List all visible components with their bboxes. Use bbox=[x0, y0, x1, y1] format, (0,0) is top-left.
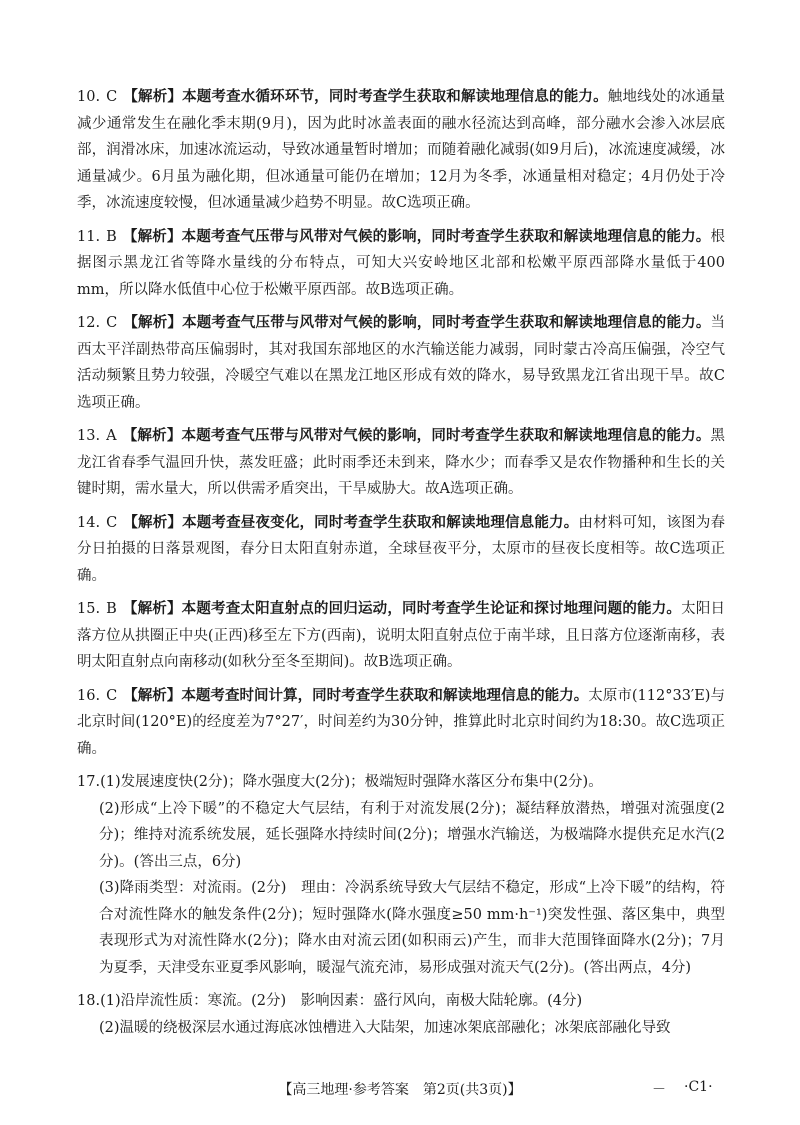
answer-item-14 bbox=[77, 510, 725, 590]
question-number: 15. bbox=[77, 601, 101, 617]
question-number: 13. bbox=[77, 428, 101, 444]
answer-letter: C bbox=[106, 687, 118, 704]
analysis-lead: 本题考查气压带与风带对气候的影响，同时考查学生获取和解读地理信息的能力。 bbox=[182, 314, 711, 331]
q18-part-1 bbox=[77, 988, 725, 1015]
answer-letter: C bbox=[106, 315, 118, 331]
analysis-tag: 【解析】 bbox=[122, 427, 182, 444]
answer-letter: C bbox=[106, 514, 118, 531]
analysis-body: 太原市(112°33′E)与北京时间(120°E)的经度差为7°27′，时间差约为30分钟，推算此时北京时间约为18:30。故C选项正确。 bbox=[77, 687, 725, 757]
answer-letter: B bbox=[106, 601, 117, 617]
q17-part-2: (2)形成“上冷下暖”的不稳定大气层结，有利于对流发展(2分)；凝结释放潜热，增强对流强度(2分)；维持对流系统发展，延长强降水持续时间(2分)；增强水汽输送，为极端降水提供充足水汽(2分)。(答出三点，6分) bbox=[99, 800, 725, 870]
q17-part-3: (3)降雨类型：对流雨。(2分) 理由：冷涡系统导致大气层结不稳定，形成“上冷下暖”的结构，符合对流性降水的触发条件(2分)；短时强降水(降水强度≥50 mm·h⁻¹)突发性强、落区集中，典型表现形式为对流性降水(2分)；降水由对流云团(如积雨云)产生，而非大范围锋面降水(2分)；7月为夏季，天津受东亚夏季风影响，暖湿气流充沛，易形成强对流天气(2分)。(答出两点，4分) bbox=[99, 880, 725, 976]
footer-code: ·C1· bbox=[684, 1079, 713, 1095]
question-number: 18. bbox=[77, 993, 101, 1009]
footer-dash: － bbox=[652, 1082, 666, 1098]
analysis-body: 根据图示黑龙江省等降水量线的分布特点，可知大兴安岭地区北部和松嫩平原西部降水量低于400 mm，所以降水低值中心位于松嫩平原西部。故B选项正确。 bbox=[77, 228, 726, 298]
question-number: 10. bbox=[77, 89, 101, 105]
answer-item-17 bbox=[77, 769, 725, 981]
question-number: 14. bbox=[77, 514, 101, 531]
analysis-tag: 【解析】 bbox=[122, 227, 182, 245]
q18-part-2: (2)温暖的绕极深层水通过海底冰蚀槽进入大陆架，加速冰架底部融化；冰架底部融化导致 bbox=[99, 1019, 671, 1036]
analysis-tag: 【解析】 bbox=[123, 513, 183, 531]
analysis-lead: 本题考查气压带与风带对气候的影响，同时考查学生获取和解读地理信息的能力。 bbox=[181, 427, 711, 444]
analysis-lead: 本题考查水循环环节，同时考查学生获取和解读地理信息的能力。 bbox=[182, 88, 608, 105]
analysis-tag: 【解析】 bbox=[123, 88, 183, 105]
answer-item-16 bbox=[77, 683, 725, 763]
question-number: 17. bbox=[77, 774, 101, 790]
question-number: 12. bbox=[77, 315, 101, 331]
analysis-tag: 【解析】 bbox=[123, 314, 183, 331]
answer-item-11 bbox=[77, 224, 725, 304]
analysis-body: 当西太平洋副热带高压偏弱时，其对我国东部地区的水汽输送能力减弱，同时蒙古冷高压偏强，冷空气活动频繁且势力较强，冷暖空气难以在黑龙江地区形成有效的降水，易导致黑龙江省出现干旱。故C选项正确。 bbox=[77, 315, 726, 411]
answer-item-10 bbox=[77, 84, 725, 217]
answer-item-15 bbox=[77, 596, 725, 676]
analysis-lead: 本题考查气压带与风带对气候的影响，同时考查学生获取和解读地理信息的能力。 bbox=[181, 227, 711, 245]
question-number: 16. bbox=[77, 687, 101, 704]
analysis-lead: 本题考查昼夜变化，同时考查学生获取和解读地理信息能力。 bbox=[182, 513, 579, 531]
analysis-tag: 【解析】 bbox=[123, 686, 182, 704]
q17-part-1 bbox=[77, 769, 725, 796]
q17-part-1-text: (1)发展速度快(2分)；降水强度大(2分)；极端短时强降水落区分布集中(2分)。 bbox=[100, 774, 603, 790]
analysis-tag: 【解析】 bbox=[122, 600, 182, 617]
answer-item-18 bbox=[77, 988, 725, 1041]
analysis-lead: 本题考查时间计算，同时考查学生获取和解读地理信息的能力。 bbox=[181, 686, 589, 704]
footer-title: 【高三地理·参考答案 第2页(共3页)】 bbox=[278, 1082, 522, 1098]
q18-part-1-text: (1)沿岸流性质：寒流。(2分) 影响因素：盛行风向，南极大陆轮廓。(4分) bbox=[100, 993, 583, 1009]
answer-content bbox=[77, 84, 725, 1048]
analysis-lead: 本题考查太阳直射点的回归运动，同时考查学生论证和探讨地理问题的能力。 bbox=[181, 600, 682, 617]
answer-letter: C bbox=[106, 89, 118, 105]
analysis-body: 黑龙江省春季气温回升快，蒸发旺盛；此时雨季还未到来，降水少；而春季又是农作物播种和生长的关键时期，需水量大，所以供需矛盾突出，干旱威胁大。故A选项正确。 bbox=[77, 428, 726, 497]
analysis-body: 由材料可知，该图为春分日拍摄的日落景观图，春分日太阳直射赤道，全球昼夜平分，太原市的昼夜长度相等。故C选项正确。 bbox=[77, 514, 726, 584]
answer-letter: B bbox=[106, 228, 117, 245]
question-number: 11. bbox=[77, 228, 101, 245]
answer-item-12 bbox=[77, 310, 725, 416]
answer-letter: A bbox=[106, 428, 117, 444]
analysis-body: 太阳日落方位从拱圈正中央(正西)移至左下方(西南)，说明太阳直射点位于南半球，且日落方位逐渐南移，表明太阳直射点向南移动(如秋分至冬至期间)。故B选项正确。 bbox=[77, 601, 726, 670]
analysis-body: 触地线处的冰通量减少通常发生在融化季末期(9月)，因为此时冰盖表面的融水径流达到高峰，部分融水会渗入冰层底部，润滑冰床，加速冰流运动，导致冰通量暂时增加；而随着融化减弱(如9月后)，冰流速度减缓，冰通量减少。6月虽为融化期，但冰通量可能仍在增加；12月为冬季，冰通量相对稳定；4月仍处于冷季，冰流速度较慢，但冰通量减少趋势不明显。故C选项正确。 bbox=[77, 89, 726, 211]
answer-item-13 bbox=[77, 423, 725, 503]
